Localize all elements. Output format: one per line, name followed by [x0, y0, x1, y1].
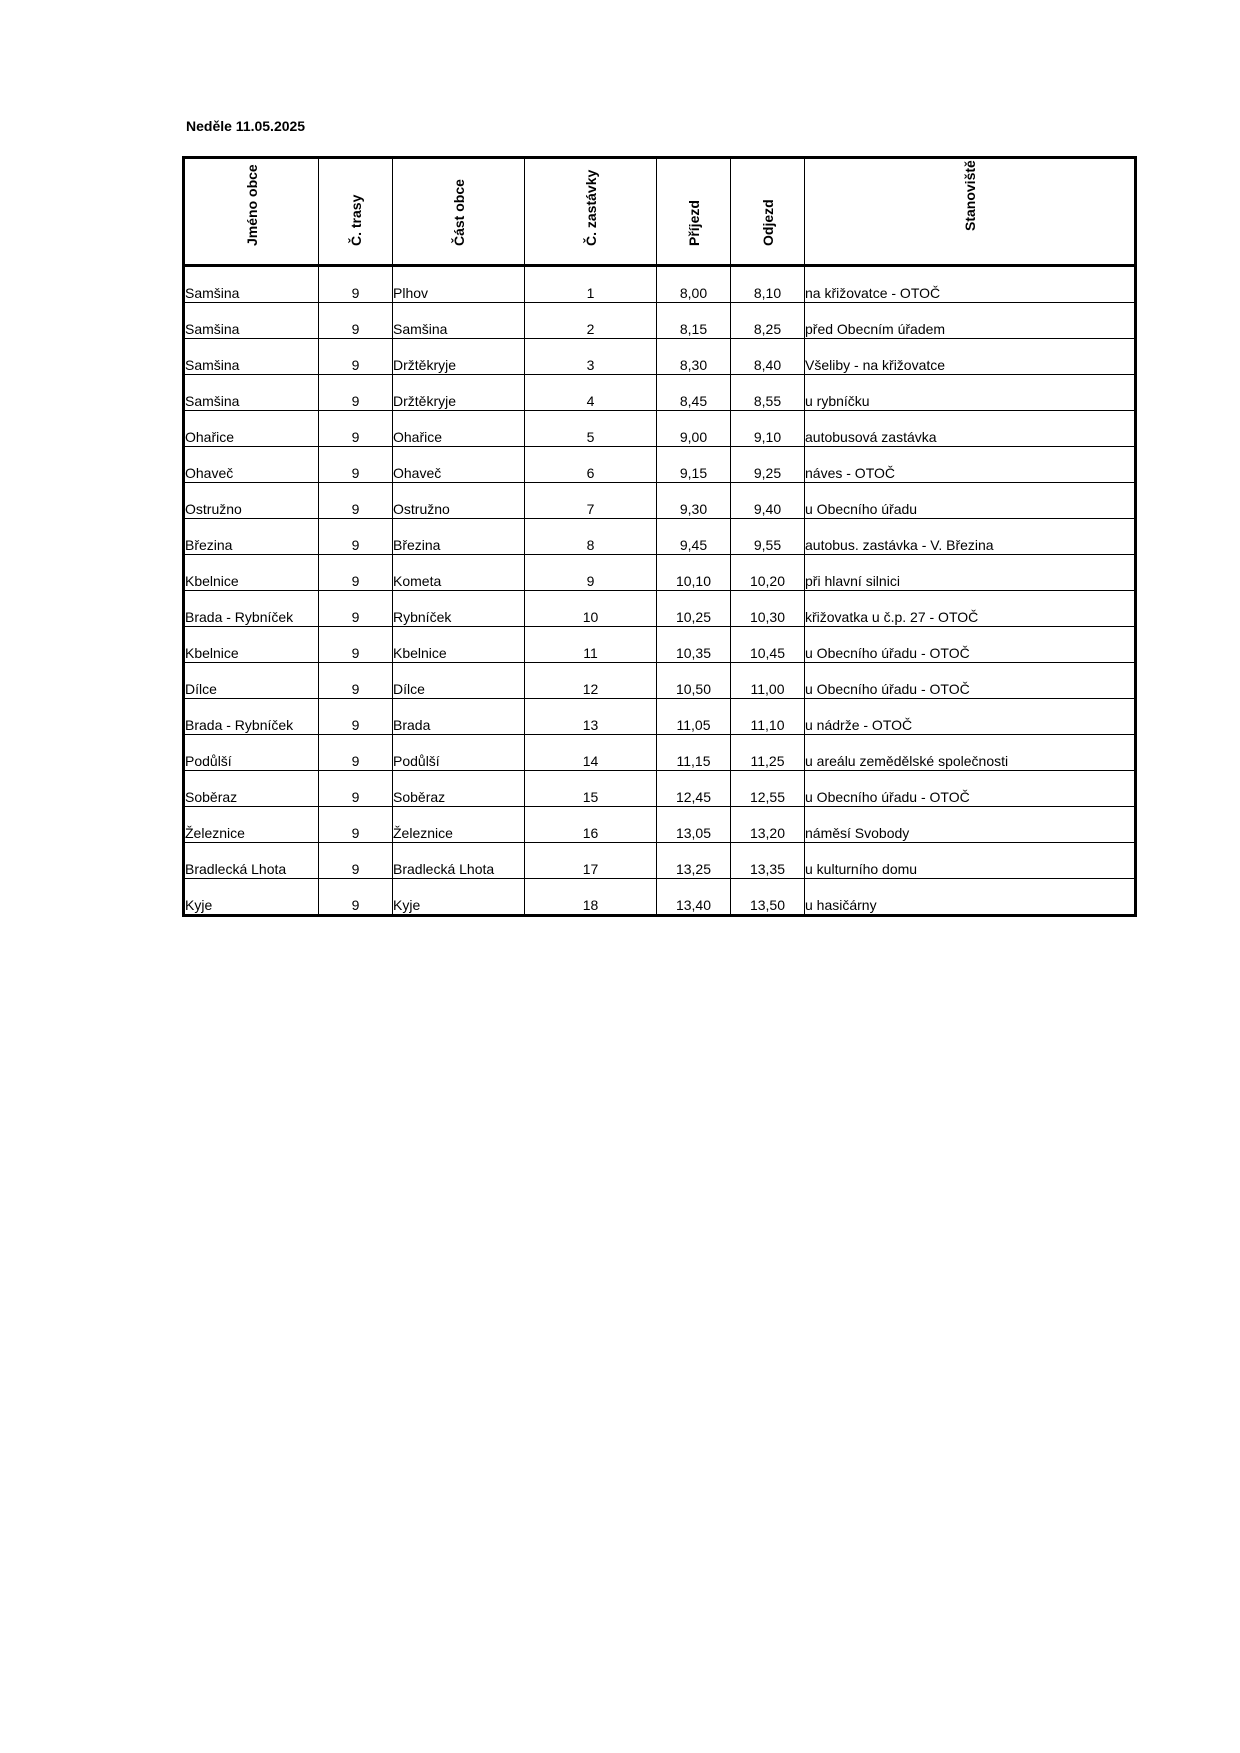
table-row: [184, 375, 1136, 411]
column-header-location: Stanoviště: [805, 158, 1136, 266]
cell-location: u Obecního úřadu - OTOČ: [805, 663, 1136, 699]
cell-municipality-part: Rybníček: [393, 591, 525, 627]
cell-location: u hasičárny: [805, 879, 1136, 916]
cell-arrival: 12,45: [657, 771, 731, 807]
cell-departure: 11,10: [731, 699, 805, 735]
cell-arrival: 9,30: [657, 483, 731, 519]
cell-departure: 8,40: [731, 339, 805, 375]
column-header-stop-number: Č. zastávky: [525, 158, 657, 266]
cell-arrival: 13,40: [657, 879, 731, 916]
cell-location: u nádrže - OTOČ: [805, 699, 1136, 735]
cell-municipality-part: Březina: [393, 519, 525, 555]
cell-stop-number: 15: [525, 771, 657, 807]
cell-departure: 8,25: [731, 303, 805, 339]
cell-stop-number: 8: [525, 519, 657, 555]
cell-departure: 11,00: [731, 663, 805, 699]
table-row: [184, 627, 1136, 663]
cell-arrival: 9,00: [657, 411, 731, 447]
cell-route-number: 9: [319, 266, 393, 303]
cell-route-number: 9: [319, 303, 393, 339]
cell-municipality: Samšina: [184, 303, 319, 339]
cell-location: při hlavní silnici: [805, 555, 1136, 591]
cell-departure: 13,50: [731, 879, 805, 916]
cell-arrival: 10,35: [657, 627, 731, 663]
cell-arrival: 8,00: [657, 266, 731, 303]
cell-arrival: 13,05: [657, 807, 731, 843]
cell-municipality-part: Držtěkryje: [393, 339, 525, 375]
cell-departure: 10,45: [731, 627, 805, 663]
cell-route-number: 9: [319, 339, 393, 375]
cell-route-number: 9: [319, 879, 393, 916]
column-header-route-number: Č. trasy: [319, 158, 393, 266]
cell-municipality-part: Soběraz: [393, 771, 525, 807]
cell-municipality: Samšina: [184, 266, 319, 303]
cell-departure: 10,20: [731, 555, 805, 591]
cell-departure: 9,40: [731, 483, 805, 519]
table-row: [184, 735, 1136, 771]
cell-municipality: Bradlecká Lhota: [184, 843, 319, 879]
cell-location: u Obecního úřadu - OTOČ: [805, 771, 1136, 807]
cell-route-number: 9: [319, 483, 393, 519]
cell-municipality-part: Ostružno: [393, 483, 525, 519]
table-row: [184, 411, 1136, 447]
cell-route-number: 9: [319, 411, 393, 447]
cell-municipality-part: Kyje: [393, 879, 525, 916]
cell-municipality: Brada - Rybníček: [184, 699, 319, 735]
cell-municipality: Kbelnice: [184, 555, 319, 591]
table-row: [184, 591, 1136, 627]
cell-route-number: 9: [319, 843, 393, 879]
cell-departure: 9,25: [731, 447, 805, 483]
cell-arrival: 8,30: [657, 339, 731, 375]
cell-municipality: Dílce: [184, 663, 319, 699]
cell-municipality: Samšina: [184, 375, 319, 411]
cell-stop-number: 16: [525, 807, 657, 843]
cell-stop-number: 5: [525, 411, 657, 447]
cell-stop-number: 18: [525, 879, 657, 916]
table-row: [184, 807, 1136, 843]
cell-stop-number: 7: [525, 483, 657, 519]
cell-municipality-part: Dílce: [393, 663, 525, 699]
cell-departure: 8,10: [731, 266, 805, 303]
table-row: [184, 266, 1136, 303]
cell-location: u kulturního domu: [805, 843, 1136, 879]
cell-departure: 9,55: [731, 519, 805, 555]
table-row: [184, 339, 1136, 375]
cell-municipality-part: Kbelnice: [393, 627, 525, 663]
cell-route-number: 9: [319, 735, 393, 771]
cell-location: autobus. zastávka - V. Březina: [805, 519, 1136, 555]
cell-municipality: Soběraz: [184, 771, 319, 807]
cell-municipality-part: Samšina: [393, 303, 525, 339]
cell-municipality-part: Držtěkryje: [393, 375, 525, 411]
cell-municipality: Ostružno: [184, 483, 319, 519]
cell-route-number: 9: [319, 555, 393, 591]
cell-departure: 13,35: [731, 843, 805, 879]
table-row: [184, 447, 1136, 483]
cell-stop-number: 4: [525, 375, 657, 411]
cell-location: u areálu zemědělské společnosti: [805, 735, 1136, 771]
cell-departure: 9,10: [731, 411, 805, 447]
column-header-arrival: Příjezd: [657, 158, 731, 266]
cell-municipality: Kbelnice: [184, 627, 319, 663]
cell-location: křižovatka u č.p. 27 - OTOČ: [805, 591, 1136, 627]
table-row: [184, 663, 1136, 699]
cell-municipality: Ohařice: [184, 411, 319, 447]
cell-municipality: Brada - Rybníček: [184, 591, 319, 627]
cell-stop-number: 12: [525, 663, 657, 699]
cell-arrival: 8,15: [657, 303, 731, 339]
cell-location: na křižovatce - OTOČ: [805, 266, 1136, 303]
cell-stop-number: 13: [525, 699, 657, 735]
page-title: Neděle 11.05.2025: [186, 118, 306, 134]
column-header-departure: Odjezd: [731, 158, 805, 266]
cell-arrival: 11,05: [657, 699, 731, 735]
cell-route-number: 9: [319, 519, 393, 555]
cell-location: před Obecním úřadem: [805, 303, 1136, 339]
table-row: [184, 771, 1136, 807]
schedule-table: [182, 156, 1137, 917]
table-row: [184, 555, 1136, 591]
table-row: [184, 483, 1136, 519]
column-header-municipality: Jméno obce: [184, 158, 319, 266]
column-header-municipality-part: Část obce: [393, 158, 525, 266]
cell-location: u Obecního úřadu: [805, 483, 1136, 519]
cell-municipality: Březina: [184, 519, 319, 555]
table-row: [184, 303, 1136, 339]
cell-arrival: 9,15: [657, 447, 731, 483]
cell-location: náměsí Svobody: [805, 807, 1136, 843]
cell-municipality-part: Železnice: [393, 807, 525, 843]
cell-location: Všeliby - na křižovatce: [805, 339, 1136, 375]
cell-route-number: 9: [319, 663, 393, 699]
table-row: [184, 699, 1136, 735]
cell-arrival: 11,15: [657, 735, 731, 771]
cell-stop-number: 3: [525, 339, 657, 375]
table-row: [184, 879, 1136, 916]
cell-municipality-part: Ohaveč: [393, 447, 525, 483]
cell-stop-number: 6: [525, 447, 657, 483]
cell-departure: 13,20: [731, 807, 805, 843]
cell-municipality-part: Plhov: [393, 266, 525, 303]
cell-stop-number: 17: [525, 843, 657, 879]
cell-departure: 12,55: [731, 771, 805, 807]
cell-stop-number: 1: [525, 266, 657, 303]
cell-route-number: 9: [319, 447, 393, 483]
cell-municipality: Samšina: [184, 339, 319, 375]
cell-route-number: 9: [319, 807, 393, 843]
cell-municipality: Kyje: [184, 879, 319, 916]
cell-stop-number: 9: [525, 555, 657, 591]
cell-location: u Obecního úřadu - OTOČ: [805, 627, 1136, 663]
cell-municipality: Železnice: [184, 807, 319, 843]
cell-municipality: Ohaveč: [184, 447, 319, 483]
cell-municipality: Podůlší: [184, 735, 319, 771]
cell-arrival: 10,10: [657, 555, 731, 591]
cell-municipality-part: Ohařice: [393, 411, 525, 447]
cell-route-number: 9: [319, 627, 393, 663]
table-row: [184, 519, 1136, 555]
cell-location: náves - OTOČ: [805, 447, 1136, 483]
cell-route-number: 9: [319, 591, 393, 627]
cell-departure: 8,55: [731, 375, 805, 411]
cell-route-number: 9: [319, 771, 393, 807]
cell-arrival: 9,45: [657, 519, 731, 555]
cell-arrival: 13,25: [657, 843, 731, 879]
cell-municipality-part: Brada: [393, 699, 525, 735]
cell-arrival: 10,25: [657, 591, 731, 627]
cell-location: u rybníčku: [805, 375, 1136, 411]
table-row: [184, 843, 1136, 879]
cell-municipality-part: Podůlší: [393, 735, 525, 771]
cell-stop-number: 11: [525, 627, 657, 663]
header-row: [184, 158, 1136, 266]
cell-location: autobusová zastávka: [805, 411, 1136, 447]
cell-municipality-part: Bradlecká Lhota: [393, 843, 525, 879]
cell-stop-number: 2: [525, 303, 657, 339]
cell-stop-number: 10: [525, 591, 657, 627]
cell-arrival: 8,45: [657, 375, 731, 411]
cell-arrival: 10,50: [657, 663, 731, 699]
cell-route-number: 9: [319, 375, 393, 411]
cell-departure: 11,25: [731, 735, 805, 771]
cell-municipality-part: Kometa: [393, 555, 525, 591]
cell-departure: 10,30: [731, 591, 805, 627]
cell-route-number: 9: [319, 699, 393, 735]
cell-stop-number: 14: [525, 735, 657, 771]
